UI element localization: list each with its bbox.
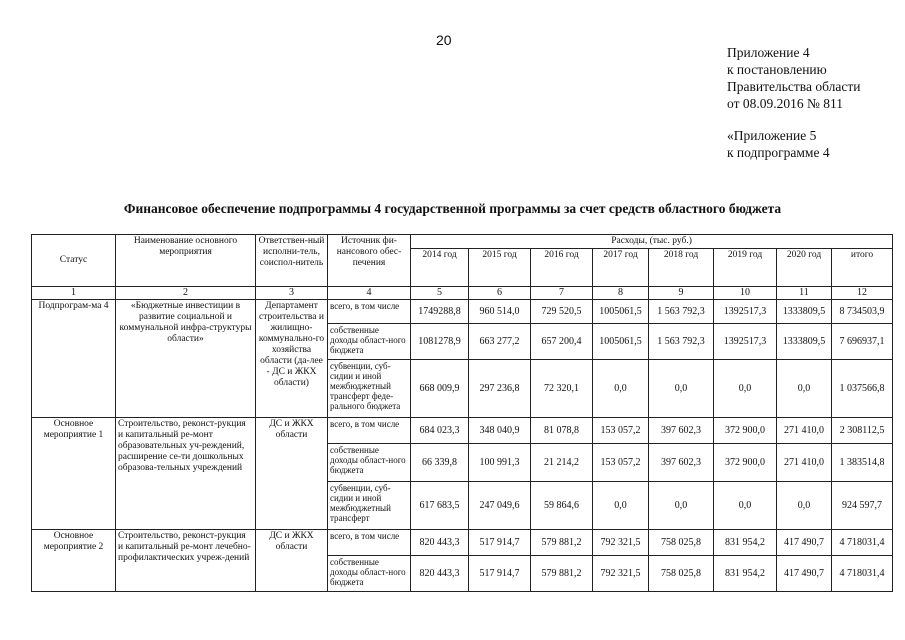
- row-name: Строительство, реконст-рукция и капитальный ре-монт лечебно-профилактических учреж-дений: [116, 530, 256, 592]
- cell-value: 271 410,0: [777, 444, 832, 482]
- header-source: Источник фи-нансового обес-печения: [328, 235, 411, 287]
- cell-value: 820 443,3: [411, 530, 469, 556]
- appendix-line-5: «Приложение 5: [727, 128, 817, 143]
- cell-value: 397 602,3: [649, 418, 714, 444]
- table-row: [32, 300, 893, 324]
- cell-value: 792 321,5: [593, 556, 649, 592]
- column-index: 5: [411, 287, 469, 300]
- cell-value: 417 490,7: [777, 530, 832, 556]
- cell-value: 153 057,2: [593, 418, 649, 444]
- cell-value: 0,0: [777, 482, 832, 530]
- cell-value: 831 954,2: [714, 530, 777, 556]
- header-year: 2019 год: [714, 249, 777, 287]
- row-source: собственные доходы област-ного бюджета: [328, 444, 411, 482]
- cell-value: 81 078,8: [531, 418, 593, 444]
- header-year: 2018 год: [649, 249, 714, 287]
- cell-total: 1 383514,8: [832, 444, 893, 482]
- appendix-line-6: к подпрограмме 4: [727, 145, 830, 160]
- cell-value: 21 214,2: [531, 444, 593, 482]
- header-year: 2017 год: [593, 249, 649, 287]
- header-total: итого: [832, 249, 893, 287]
- cell-value: 0,0: [714, 482, 777, 530]
- row-responsible: ДС и ЖКХ области: [256, 530, 328, 592]
- cell-value: 271 410,0: [777, 418, 832, 444]
- column-index: 8: [593, 287, 649, 300]
- cell-value: 579 881,2: [531, 556, 593, 592]
- row-source: собственные доходы област-ного бюджета: [328, 324, 411, 360]
- document-title: Финансовое обеспечение подпрограммы 4 государственной программы за счет средств областного бюджета: [123, 201, 782, 216]
- table-row: [32, 418, 893, 444]
- appendix-line-3: Правительства области: [727, 79, 861, 94]
- column-index: 3: [256, 287, 328, 300]
- cell-total: 2 308112,5: [832, 418, 893, 444]
- header-name: Наименование основного мероприятия: [116, 235, 256, 287]
- row-status: Основное мероприятие 1: [32, 418, 116, 530]
- cell-value: 617 683,5: [411, 482, 469, 530]
- table-row: [32, 530, 893, 556]
- cell-value: 657 200,4: [531, 324, 593, 360]
- header-year: 2015 год: [469, 249, 531, 287]
- financing-table: [31, 234, 893, 592]
- cell-total: 4 718031,4: [832, 556, 893, 592]
- column-index: 1: [32, 287, 116, 300]
- row-status: Подпрограм-ма 4: [32, 300, 116, 418]
- row-responsible: Департамент строительства и жилищно-коммунально-го хозяйства области (да-лее - ДС и ЖКХ области): [256, 300, 328, 418]
- row-name: Строительство, реконст-рукция и капитальный ре-монт образовательных уч-реждений, расширение се-ти дошкольных образова-тельных учреждений: [116, 418, 256, 530]
- cell-value: 0,0: [593, 360, 649, 418]
- cell-value: 1749288,8: [411, 300, 469, 324]
- cell-value: 1392517,3: [714, 300, 777, 324]
- column-index: 10: [714, 287, 777, 300]
- cell-value: 1 563 792,3: [649, 300, 714, 324]
- cell-value: 1005061,5: [593, 324, 649, 360]
- cell-value: 831 954,2: [714, 556, 777, 592]
- row-source: субвенции, суб-сидии и иной межбюджетный трансферт феде-рального бюджета: [328, 360, 411, 418]
- row-source: всего, в том числе: [328, 300, 411, 324]
- cell-value: 684 023,3: [411, 418, 469, 444]
- cell-value: 397 602,3: [649, 444, 714, 482]
- header-year: 2020 год: [777, 249, 832, 287]
- row-status: Основное мероприятие 2: [32, 530, 116, 592]
- appendix-block: [727, 44, 860, 161]
- column-index: 9: [649, 287, 714, 300]
- cell-value: 66 339,8: [411, 444, 469, 482]
- cell-value: 758 025,8: [649, 556, 714, 592]
- cell-value: 1333809,5: [777, 324, 832, 360]
- cell-value: 579 881,2: [531, 530, 593, 556]
- cell-value: 729 520,5: [531, 300, 593, 324]
- cell-total: 1 037566,8: [832, 360, 893, 418]
- column-index: 11: [777, 287, 832, 300]
- cell-value: 663 277,2: [469, 324, 531, 360]
- row-source: субвенции, суб-сидии и иной межбюджетный трансферт: [328, 482, 411, 530]
- column-index: 6: [469, 287, 531, 300]
- header-year: 2014 год: [411, 249, 469, 287]
- cell-value: 1 563 792,3: [649, 324, 714, 360]
- cell-value: 153 057,2: [593, 444, 649, 482]
- header-responsible: Ответствен-ный исполни-тель, соиспол-нитель: [256, 235, 328, 287]
- cell-value: 0,0: [649, 482, 714, 530]
- cell-total: 4 718031,4: [832, 530, 893, 556]
- appendix-line-1: Приложение 4: [727, 45, 810, 60]
- appendix-line-2: к постановлению: [727, 62, 827, 77]
- cell-value: 372 900,0: [714, 444, 777, 482]
- cell-value: 960 514,0: [469, 300, 531, 324]
- cell-value: 417 490,7: [777, 556, 832, 592]
- header-year: 2016 год: [531, 249, 593, 287]
- page-number: 20: [436, 32, 452, 48]
- cell-value: 0,0: [649, 360, 714, 418]
- cell-value: 517 914,7: [469, 530, 531, 556]
- cell-value: 100 991,3: [469, 444, 531, 482]
- cell-value: 517 914,7: [469, 556, 531, 592]
- cell-value: 1005061,5: [593, 300, 649, 324]
- cell-value: 1333809,5: [777, 300, 832, 324]
- cell-value: 59 864,6: [531, 482, 593, 530]
- column-index: 12: [832, 287, 893, 300]
- row-name: «Бюджетные инвестиции в развитие социальной и коммунальной инфра-структуры области»: [116, 300, 256, 418]
- appendix-line-4: от 08.09.2016 № 811: [727, 96, 843, 111]
- cell-value: 297 236,8: [469, 360, 531, 418]
- cell-value: 348 040,9: [469, 418, 531, 444]
- header-expenses: Расходы, (тыс. руб.): [411, 235, 893, 249]
- cell-value: 1392517,3: [714, 324, 777, 360]
- row-source: всего, в том числе: [328, 418, 411, 444]
- column-index: 4: [328, 287, 411, 300]
- cell-total: 8 734503,9: [832, 300, 893, 324]
- row-source: собственные доходы област-ного бюджета: [328, 556, 411, 592]
- header-status: Статус: [32, 235, 116, 287]
- cell-total: 7 696937,1: [832, 324, 893, 360]
- column-index: 2: [116, 287, 256, 300]
- cell-value: 0,0: [593, 482, 649, 530]
- column-index: 7: [531, 287, 593, 300]
- cell-value: 0,0: [714, 360, 777, 418]
- cell-value: 792 321,5: [593, 530, 649, 556]
- cell-value: 1081278,9: [411, 324, 469, 360]
- row-source: всего, в том числе: [328, 530, 411, 556]
- cell-value: 758 025,8: [649, 530, 714, 556]
- cell-value: 0,0: [777, 360, 832, 418]
- cell-value: 668 009,9: [411, 360, 469, 418]
- cell-value: 247 049,6: [469, 482, 531, 530]
- cell-value: 72 320,1: [531, 360, 593, 418]
- row-responsible: ДС и ЖКХ области: [256, 418, 328, 530]
- cell-total: 924 597,7: [832, 482, 893, 530]
- cell-value: 820 443,3: [411, 556, 469, 592]
- cell-value: 372 900,0: [714, 418, 777, 444]
